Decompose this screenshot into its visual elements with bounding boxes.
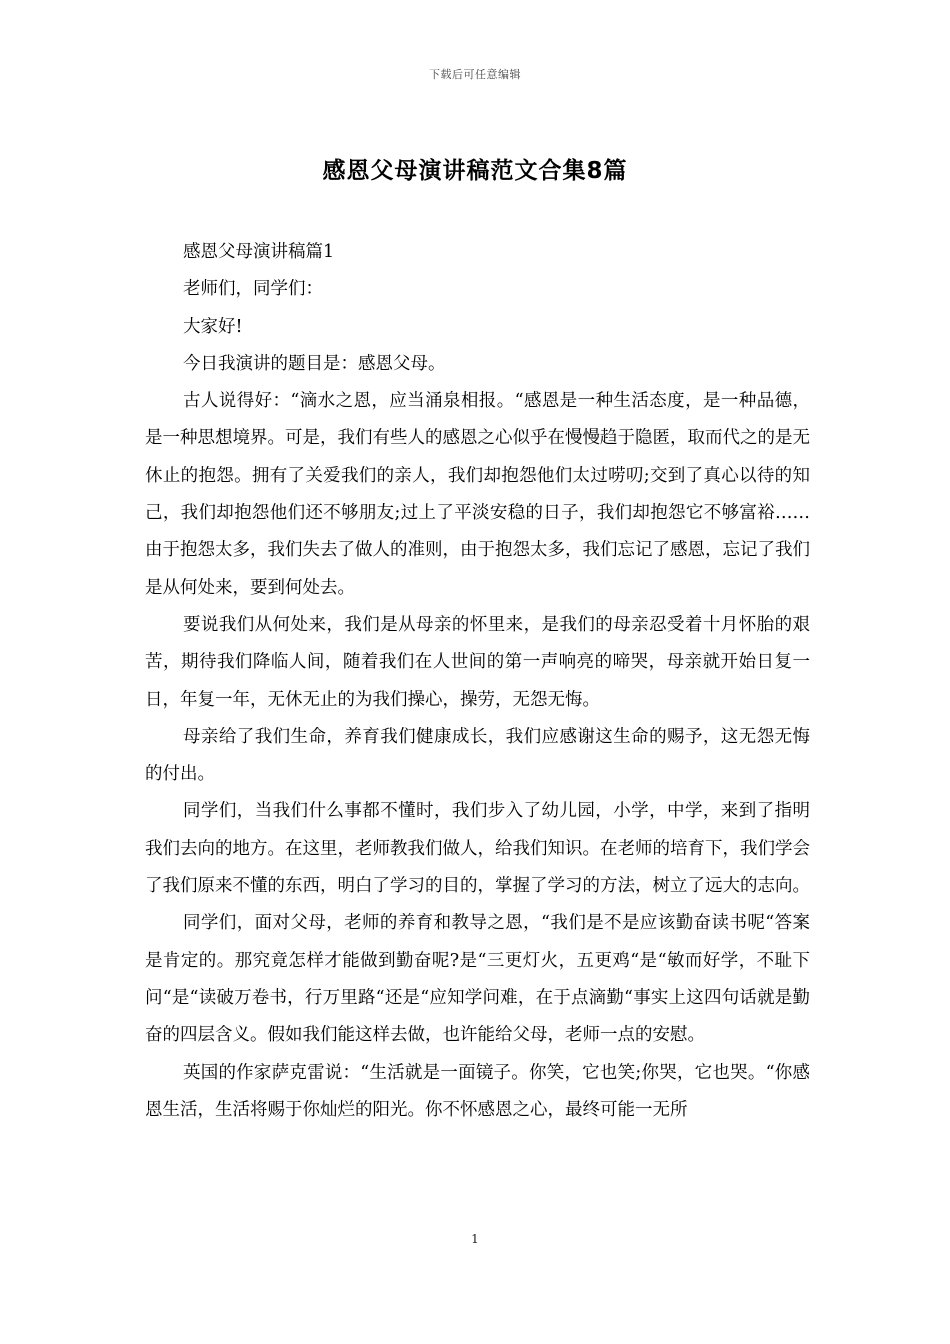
paragraph: 要说我们从何处来，我们是从母亲的怀里来，是我们的母亲忍受着十月怀胎的艰苦，期待我们降临人间，随着我们在人世间的第一声响亮的啼哭，母亲就开始日复一日，年复一年，无休无止的为我们操心，操劳，无怨无悔。	[145, 614, 810, 710]
page-number: 1	[471, 1232, 479, 1246]
paragraph: 母亲给了我们生命，养育我们健康成长，我们应感谢这生命的赐予，这无怨无悔的付出。	[145, 726, 810, 785]
document-title: 感恩父母演讲稿范文合集8篇	[322, 158, 628, 184]
paragraph: 英国的作家萨克雷说：“生活就是一面镜子。你笑，它也笑;你哭，它也哭。“你感恩生活，生活将赐于你灿烂的阳光。你不怀感恩之心，最终可能一无所	[145, 1062, 810, 1120]
section-heading: 感恩父母演讲稿篇1	[183, 242, 335, 262]
paragraph: 古人说得好：“滴水之恩，应当涌泉相报。“感恩是一种生活态度，是一种品德，是一种思想境界。可是，我们有些人的感恩之心似乎在慢慢趋于隐匿，取而代之的是无休止的抱怨。拥有了关爱我们的亲人，我们却抱怨他们太过唠叨;交到了真心以待的知己，我们却抱怨他们还不够朋友;过上了平淡安稳的日子，我们却抱怨它不够富裕……由于抱怨太多，我们失去了做人的准则，由于抱怨太多，我们忘记了感恩，忘记了我们是从何处来，要到何处去。	[145, 391, 810, 598]
greeting: 大家好!	[183, 316, 243, 337]
paragraph: 今日我演讲的题目是：感恩父母。	[183, 353, 446, 374]
header-note: 下载后可任意编辑	[429, 68, 521, 81]
paragraph: 同学们，面对父母，老师的养育和教导之恩，“我们是不是应该勤奋读书呢“答案是肯定的。那究竟怎样才能做到勤奋呢?是“三更灯火，五更鸡“是“敏而好学，不耻下问“是“读破万卷书，行万里路“还是“应知学问难，在于点滴勤“事实上这四句话就是勤奋的四层含义。假如我们能这样去做，也许能给父母，老师一点的安慰。	[145, 913, 810, 1046]
salutation: 老师们，同学们：	[183, 279, 323, 300]
document-body	[145, 234, 810, 1129]
paragraph: 同学们，当我们什么事都不懂时，我们步入了幼儿园，小学，中学，来到了指明我们去向的地方。在这里，老师教我们做人，给我们知识。在老师的培育下，我们学会了我们原来不懂的东西，明白了学习的目的，掌握了学习的方法，树立了远大的志向。	[145, 801, 810, 897]
